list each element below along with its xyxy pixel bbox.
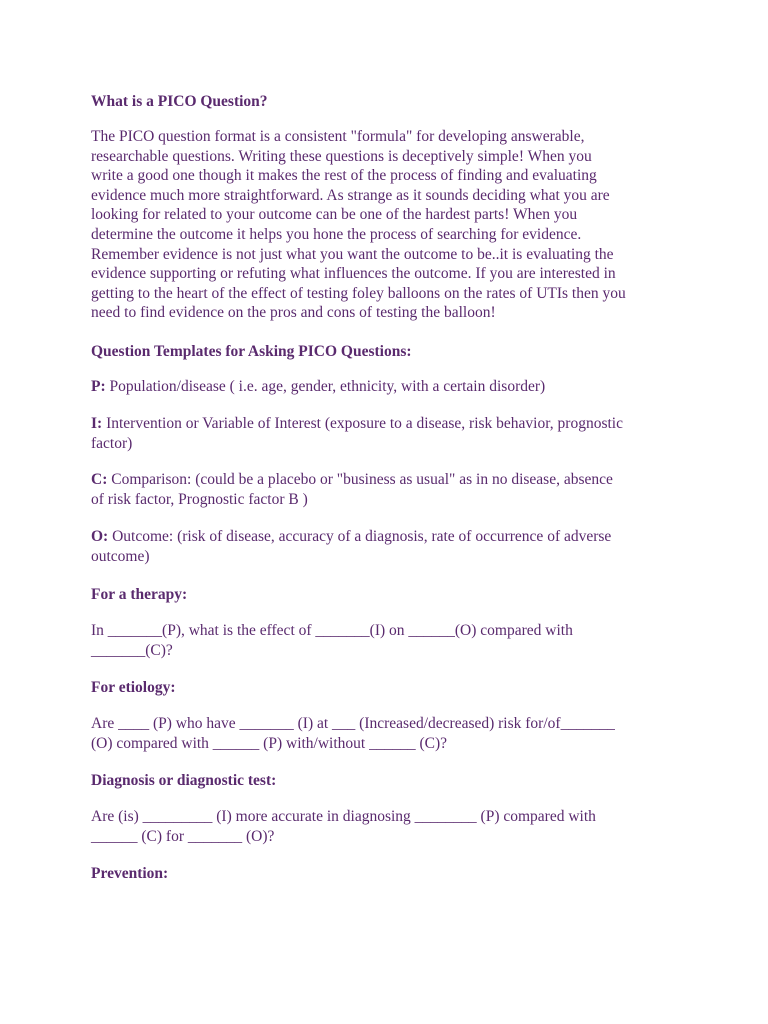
pico-c-text: Comparison: (could be a placebo or "business as usual" as in no disease, absence of risk factor, Prognostic factor B ) <box>91 471 613 508</box>
pico-o-item <box>91 527 691 566</box>
pico-o-label: O: <box>91 528 109 545</box>
diagnosis-heading: Diagnosis or diagnostic test: <box>91 772 277 789</box>
pico-p-text: Population/disease ( i.e. age, gender, ethnicity, with a certain disorder) <box>105 378 546 395</box>
pico-i-label: I: <box>91 415 103 432</box>
intro-paragraph: The PICO question format is a consistent "formula" for developing answerable, researchable questions. Writing these questions is deceptively simple! When you write a good one though it makes the rest of the process of finding and evaluating evidence much more straightforward. As strange as it sounds deciding what you are looking for related to your outcome can be one of the hardest parts! When you determine the outcome it helps you hone the process of searching for evidence. Remember evidence is not just what you want the outcome to be..it is evaluating the evidence supporting or refuting what influences the outcome. If you are interested in getting to the heart of the effect of testing foley balloons on the rates of UTIs then you need to find evidence on the pros and cons of testing the balloon! <box>91 128 626 322</box>
pico-i-text: Intervention or Variable of Interest (exposure to a disease, risk behavior, prognostic factor) <box>91 415 623 452</box>
pico-c-label: C: <box>91 471 108 488</box>
pico-p-item <box>91 377 691 397</box>
etiology-template: Are ____ (P) who have _______ (I) at ___ (Increased/decreased) risk for/of_______ (O) compared with ______ (P) with/without ______ (C)? <box>91 715 615 752</box>
templates-heading: Question Templates for Asking PICO Questions: <box>91 343 412 360</box>
therapy-template: In _______(P), what is the effect of _______(I) on ______(O) compared with _______(C)? <box>91 622 573 659</box>
therapy-heading: For a therapy: <box>91 586 188 603</box>
pico-p-label: P: <box>91 378 106 395</box>
pico-i-item <box>91 414 691 453</box>
diagnosis-template: Are (is) _________ (I) more accurate in diagnosing ________ (P) compared with ______ (C) for _______ (O)? <box>91 808 596 845</box>
pico-c-item <box>91 470 691 509</box>
pico-o-text: Outcome: (risk of disease, accuracy of a diagnosis, rate of occurrence of adverse outcome) <box>91 528 612 565</box>
prevention-heading: Prevention: <box>91 865 169 882</box>
etiology-heading: For etiology: <box>91 679 176 696</box>
page-title: What is a PICO Question? <box>91 93 268 110</box>
